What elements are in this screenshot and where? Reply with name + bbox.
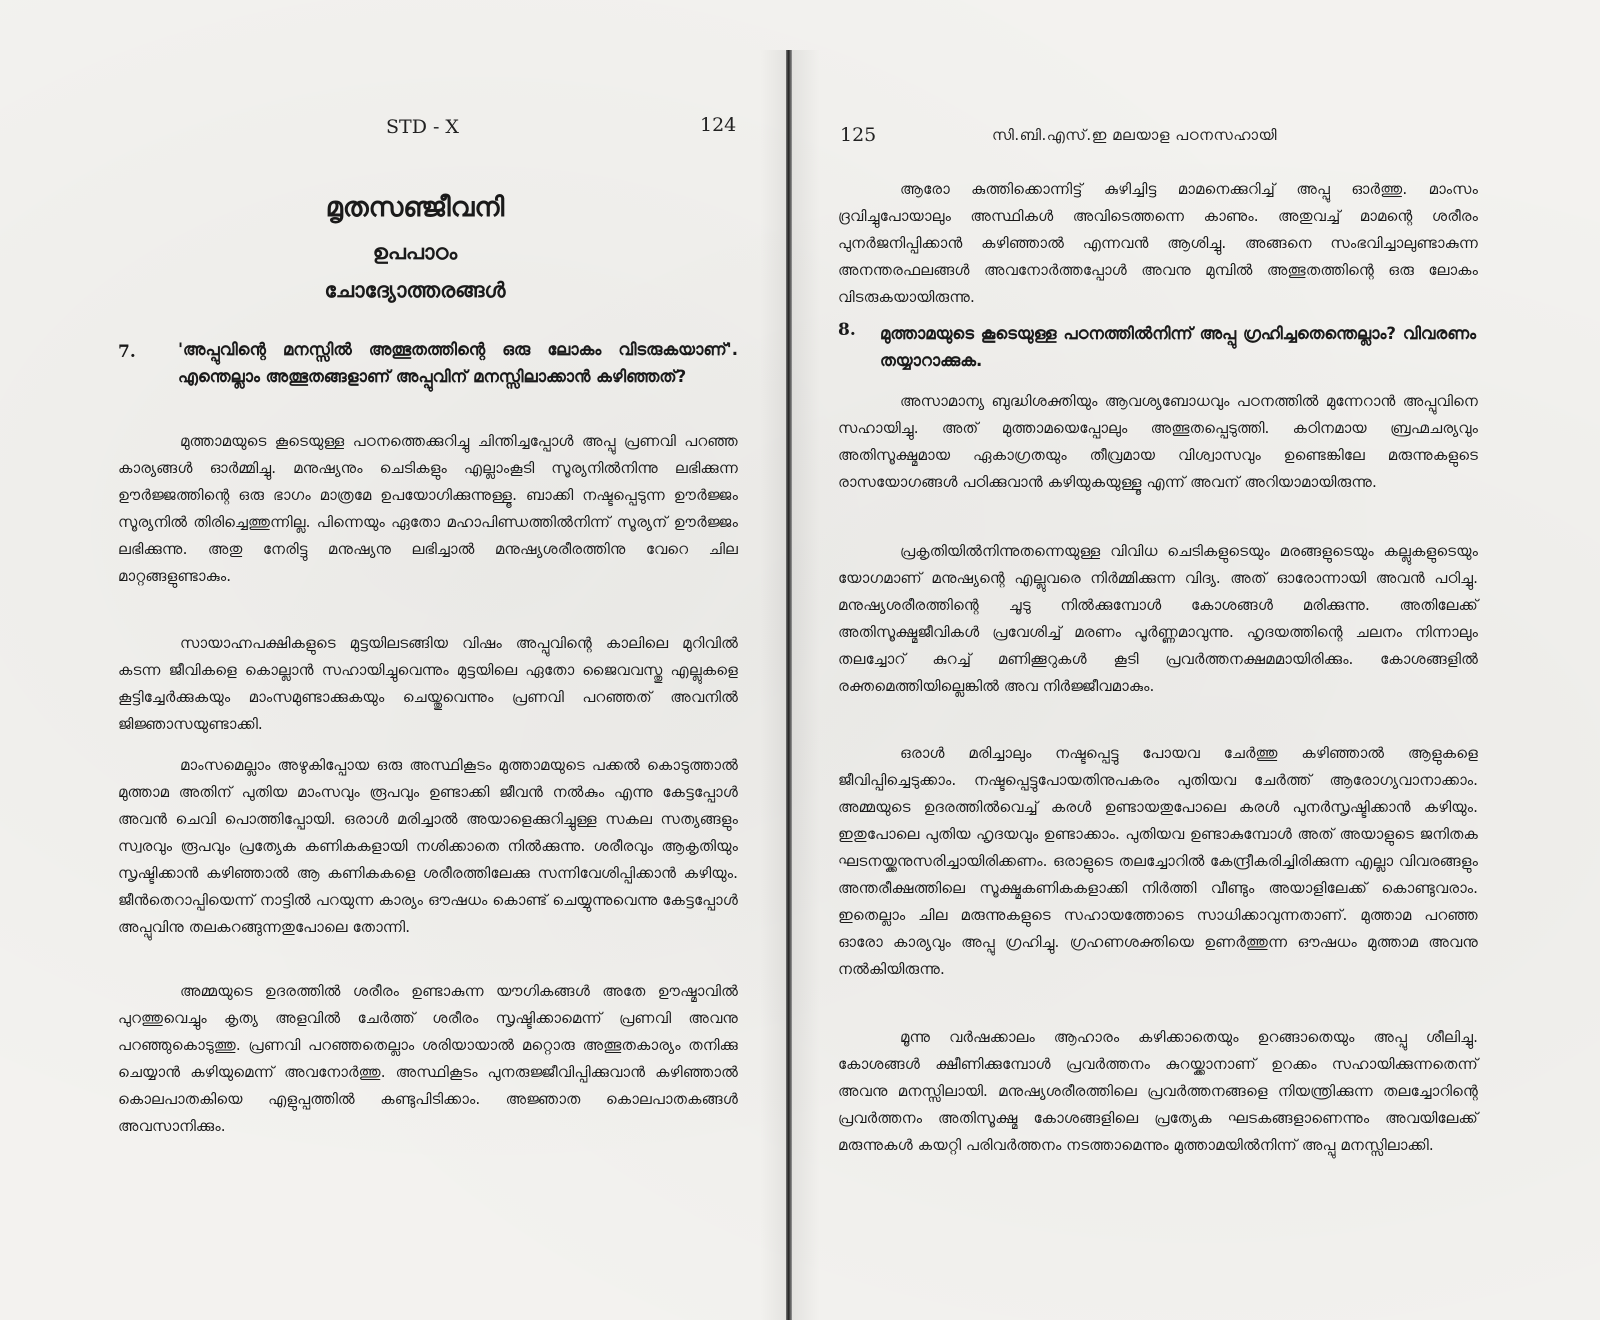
page-number-right: 125 <box>840 124 877 146</box>
header-std: STD - X <box>386 116 459 138</box>
right-page <box>792 0 1600 1320</box>
question-number-7: 7. <box>118 342 136 362</box>
page-subtitle-2: ചോദ്യോത്തരങ്ങൾ <box>324 278 506 302</box>
left-page <box>0 0 786 1320</box>
answer-paragraph: സായാഹ്നപക്ഷികളുടെ മുട്ടയിലടങ്ങിയ വിഷം അപ്പുവിന്റെ കാലിലെ മുറിവിൽ കടന്ന ജീവികളെ കൊല്ലാൻ സഹായിച്ചുവെന്നും മുട്ടയിലെ ഏതോ ജൈവവസ്തു എല്ലുകളെ കൂട്ടിച്ചേർക്കുകയും മാംസമുണ്ടാക്കുകയും ചെയ്തുവെന്നും പ്രണവി പറഞ്ഞത് അവനിൽ ജിജ്ഞാസയുണ്ടാക്കി. <box>118 634 738 733</box>
header-book-title: സി.ബി.എസ്.ഇ മലയാള പഠനസഹായി <box>992 126 1277 144</box>
answer-paragraph: പ്രകൃതിയിൽനിന്നുതന്നെയുള്ള വിവിധ ചെടികളുടെയും മരങ്ങളുടെയും കല്ലുകളുടെയും യോഗമാണ് മനുഷ്യന്റെ എല്ലുവരെ നിർമ്മിക്കുന്ന വിദ്യ. അത് ഓരോന്നായി അവൻ പഠിച്ചു. മനുഷ്യശരീരത്തിന്റെ ചൂടു നിൽക്കുമ്പോൾ കോശങ്ങൾ മരിക്കുന്നു. അതിലേക്ക് അതിസൂക്ഷ്മജീവികൾ പ്രവേശിച്ച് മരണം പൂർണ്ണമാവുന്നു. ഹൃദയത്തിന്റെ ചലനം നിന്നാലും തലച്ചോറ് കുറച്ച് മണിക്കൂറുകൾ കൂടി പ്രവർത്തനക്ഷമമായിരിക്കും. കോശങ്ങളിൽ രക്തമെത്തിയില്ലെങ്കിൽ അവ നിർജ്ജീവമാകും. <box>838 542 1478 695</box>
answer-paragraph: മാംസമെല്ലാം അഴുകിപ്പോയ ഒരു അസ്ഥികൂടം മുത്താമയുടെ പക്കൽ കൊടുത്താൽ മുത്താമ അതിന് പുതിയ മാംസവും രൂപവും ഉണ്ടാക്കി ജീവൻ നൽകും എന്നു കേട്ടപ്പോൾ അവൻ ചെവി പൊത്തിപ്പോയി. ഒരാൾ മരിച്ചാൽ അയാളെക്കുറിച്ചുള്ള സകല സത്യങ്ങളും സ്വരവും രൂപവും പ്രത്യേക കണികകളായി നശിക്കാതെ നിൽക്കുന്നു. ശരീരവും ആകൃതിയും സൃഷ്ടിക്കാൻ കഴിഞ്ഞാൽ ആ കണികകളെ ശരീരത്തിലേക്കു സന്നിവേശിപ്പിക്കാൻ കഴിയും. ജീൻതെറാപ്പിയെന്ന് നാട്ടിൽ പറയുന്ന കാര്യം ഔഷധം കൊണ്ട് ചെയ്യുന്നുവെന്നു കേട്ടപ്പോൾ അപ്പുവിനു തലകറങ്ങുന്നതുപോലെ തോന്നി. <box>118 756 738 936</box>
page-number-left: 124 <box>700 114 737 136</box>
answer-paragraph: അസാമാന്യ ബുദ്ധിശക്തിയും ആവശ്യബോധവും പഠനത്തിൽ മുന്നേറാൻ അപ്പുവിനെ സഹായിച്ചു. അത് മുത്താമയെപ്പോലും അത്ഭുതപ്പെടുത്തി. കഠിനമായ ബ്രഹ്മചര്യവും അതിസൂക്ഷ്മമായ ഏകാഗ്രതയും തീവ്രമായ വിശ്വാസവും ഉണ്ടെങ്കിലേ മരുന്നുകളുടെ രാസയോഗങ്ങൾ പഠിക്കുവാൻ കഴിയുകയുള്ളൂ എന്ന് അവന് അറിയാമായിരുന്നു. <box>838 392 1478 491</box>
answer-paragraph: അമ്മയുടെ ഉദരത്തിൽ ശരീരം ഉണ്ടാകുന്ന യൗഗികങ്ങൾ അതേ ഊഷ്മാവിൽ പുറത്തുവെച്ചും കൃത്യ അളവിൽ ചേർത്ത് ശരീരം സൃഷ്ടിക്കാമെന്ന് പ്രണവി അവനു പറഞ്ഞുകൊടുത്തു. പ്രണവി പറഞ്ഞതെല്ലാം ശരിയായാൽ മറ്റൊരു അത്ഭുതകാര്യം തനിക്കു ചെയ്യാൻ കഴിയുമെന്ന് അവനോർത്തു. അസ്ഥികൂടം പുനരുജ്ജീവിപ്പിക്കുവാൻ കഴിഞ്ഞാൽ കൊലപാതകിയെ എളുപ്പത്തിൽ കണ്ടുപിടിക്കാം. അജ്ഞാത കൊലപാതകങ്ങൾ അവസാനിക്കും. <box>118 982 738 1135</box>
answer-paragraph: മുത്താമയുടെ കൂടെയുള്ള പഠനത്തെക്കുറിച്ചു ചിന്തിച്ചപ്പോൾ അപ്പു പ്രണവി പറഞ്ഞ കാര്യങ്ങൾ ഓർമ്മിച്ചു. മനുഷ്യനും ചെടികളും എല്ലാംകൂടി സൂര്യനിൽനിന്നു ലഭിക്കുന്ന ഊർജ്ജത്തിന്റെ ഒരു ഭാഗം മാത്രമേ ഉപയോഗിക്കുന്നുള്ളൂ. ബാക്കി നഷ്ടപ്പെടുന്ന ഊർജ്ജം സൂര്യനിൽ തിരിച്ചെത്തുന്നില്ല. പിന്നെയും ഏതോ മഹാപിണ്ഡത്തിൽനിന്ന് സൂര്യന് ഊർജ്ജം ലഭിക്കുന്നു. അതു നേരിട്ടു മനുഷ്യനു ലഭിച്ചാൽ മനുഷ്യശരീരത്തിനു വേറെ ചില മാറ്റങ്ങളുണ്ടാകും. <box>118 432 738 585</box>
question-text-8: മുത്താമയുടെ കൂടെയുള്ള പഠനത്തിൽനിന്ന് അപ്പു ഗ്രഹിച്ചതെന്തെല്ലാം? വിവരണം തയ്യാറാക്കുക. <box>880 324 1476 370</box>
answer-paragraph: ഒരാൾ മരിച്ചാലും നഷ്ടപ്പെട്ടു പോയവ ചേർത്തു കഴിഞ്ഞാൽ ആളുകളെ ജീവിപ്പിച്ചെടുക്കാം. നഷ്ടപ്പെട്ടുപോയതിനുപകരം പുതിയവ ചേർത്ത് ആരോഗ്യവാനാക്കാം. അമ്മയുടെ ഉദരത്തിൽവെച്ച് കരൾ ഉണ്ടായതുപോലെ കരൾ പുനർസൃഷ്ടിക്കാൻ കഴിയും. ഇതുപോലെ പുതിയ ഹൃദയവും ഉണ്ടാക്കാം. പുതിയവ ഉണ്ടാകുമ്പോൾ അത് അയാളുടെ ജനിതക ഘടനയ്ക്കനുസരിച്ചായിരിക്കണം. ഒരാളുടെ തലച്ചോറിൽ കേന്ദ്രീകരിച്ചിരിക്കുന്ന എല്ലാ വിവരങ്ങളും അന്തരീക്ഷത്തിലെ സൂക്ഷ്മകണികകളാക്കി നിർത്തി വീണ്ടും അയാളിലേക്ക് കൊണ്ടുവരാം. ഇതെല്ലാം ചില മരുന്നുകളുടെ സഹായത്തോടെ സാധിക്കാവുന്നതാണ്. മുത്താമ പറഞ്ഞ ഓരോ കാര്യവും അപ്പു ഗ്രഹിച്ചു. ഗ്രഹണശക്തിയെ ഉണർത്തുന്ന ഔഷധം മുത്താമ അവനു നൽകിയിരുന്നു. <box>838 744 1478 978</box>
page-title: മൃതസഞ്ജീവനി <box>325 192 505 223</box>
question-text-7: 'അപ്പുവിന്റെ മനസ്സിൽ അത്ഭുതത്തിന്റെ ഒരു ലോകം വിടരുകയാണ്'. എന്തെല്ലാം അത്ഭുതങ്ങളാണ് അപ്പുവിന് മനസ്സിലാക്കാൻ കഴിഞ്ഞത്? <box>178 340 738 386</box>
answer-paragraph: ആരോ കുത്തിക്കൊന്നിട്ട് കുഴിച്ചിട്ട മാമനെക്കുറിച്ച് അപ്പു ഓർത്തു. മാംസം ദ്രവിച്ചുപോയാലും അസ്ഥികൾ അവിടെത്തന്നെ കാണും. അതുവച്ച് മാമന്റെ ശരീരം പുനർജനിപ്പിക്കാൻ കഴിഞ്ഞാൽ എന്നവൻ ആശിച്ചു. അങ്ങനെ സംഭവിച്ചാലുണ്ടാകുന്ന അനന്തരഫലങ്ങൾ അവനോർത്തപ്പോൾ അവനു മുമ്പിൽ അത്ഭുതത്തിന്റെ ഒരു ലോകം വിടരുകയായിരുന്നു. <box>838 180 1478 306</box>
question-number-8: 8. <box>838 320 856 340</box>
answer-paragraph: മൂന്നു വർഷക്കാലം ആഹാരം കഴിക്കാതെയും ഉറങ്ങാതെയും അപ്പു ശീലിച്ചു. കോശങ്ങൾ ക്ഷീണിക്കുമ്പോൾ പ്രവർത്തനം കുറയ്ക്കാനാണ് ഉറക്കം സഹായിക്കുന്നതെന്ന് അവനു മനസ്സിലായി. മനുഷ്യശരീരത്തിലെ പ്രവർത്തനങ്ങളെ നിയന്ത്രിക്കുന്ന തലച്ചോറിന്റെ പ്രവർത്തനം അതിസൂക്ഷ്മ കോശങ്ങളിലെ പ്രത്യേക ഘടകങ്ങളാണെന്നും അവയിലേക്ക് മരുന്നുകൾ കയറ്റി പരിവർത്തനം നടത്താമെന്നും മുത്താമയിൽനിന്ന് അപ്പു മനസ്സിലാക്കി. <box>838 1028 1478 1154</box>
page-subtitle: ഉപപാഠം <box>372 240 458 264</box>
